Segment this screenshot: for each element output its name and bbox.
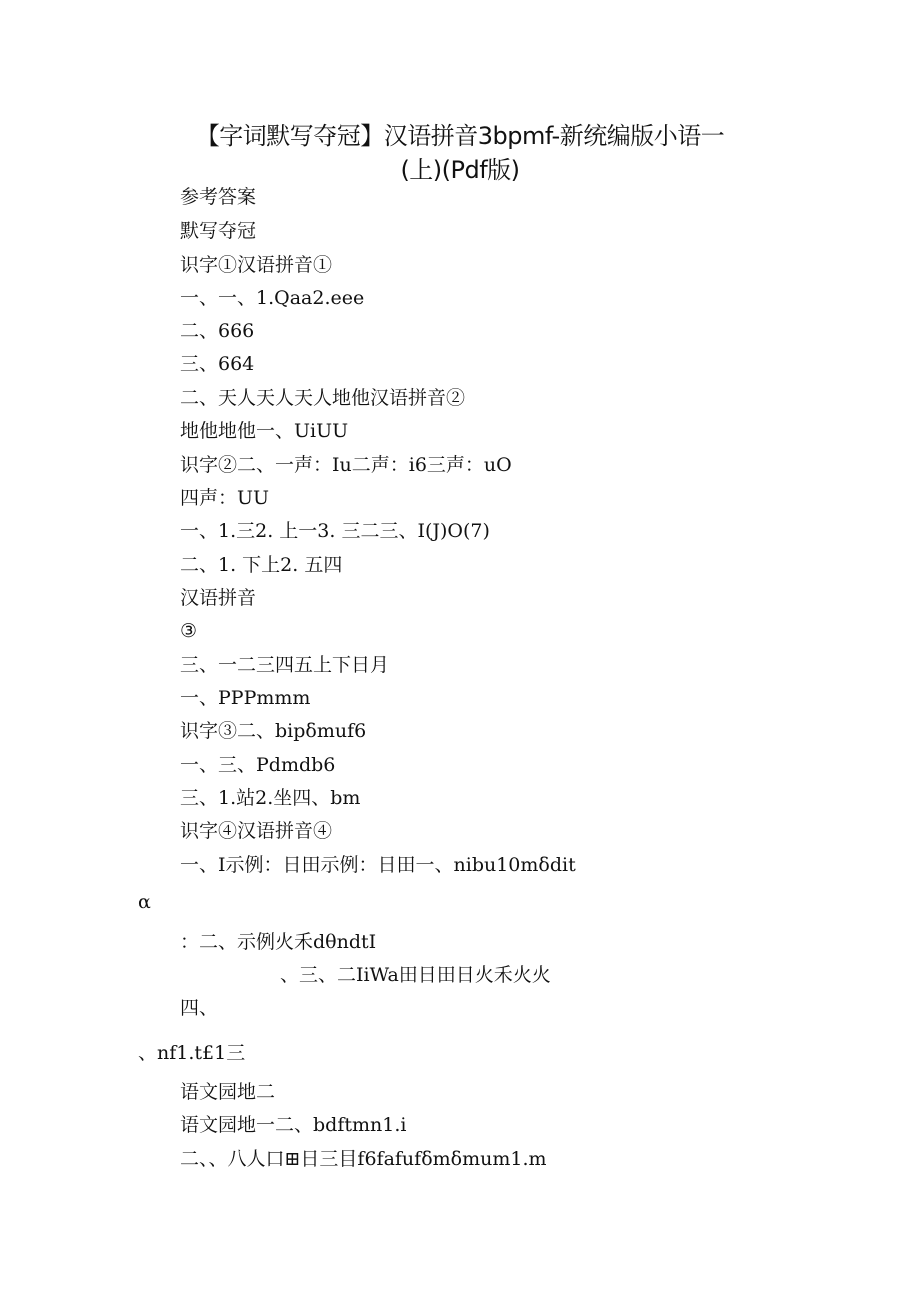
text-line: ③: [180, 620, 198, 642]
text-line: 二、、八人口⊞日三目f6fafufδmδmum1.m: [180, 1148, 547, 1170]
text-line: 语文园地二: [180, 1081, 276, 1103]
text-line: 四声：UU: [180, 487, 270, 509]
text-line: 三、一二三四五上下日月: [180, 654, 390, 676]
text-line: 三、1.站2.坐四、bm: [180, 787, 361, 809]
text-line: 语文园地一二、bdftmn1.i: [180, 1114, 407, 1136]
text-line: 一、1.三2. 上一3. 三二三、I(J)O(7): [180, 520, 490, 542]
text-line: 、三、二IiWa田日田日火禾火火: [280, 964, 551, 986]
text-line: 一、三、Pdmdb6: [180, 754, 336, 776]
text-line: 参考答案: [180, 186, 257, 208]
text-line: 一、I示例：日田示例：日田一、nibu10mδdit: [180, 854, 576, 876]
text-line: 三、664: [180, 353, 255, 375]
text-line: 四、: [180, 997, 219, 1019]
text-line: 、nf1.t£1三: [138, 1042, 246, 1064]
text-line: 一、一、1.Qaa2.eee: [180, 287, 365, 309]
text-line: 识字④汉语拼音④: [180, 820, 333, 842]
text-line: ：二、示例火禾dθndtI: [180, 931, 377, 953]
document-title-line-2: (上)(Pdf版): [400, 156, 520, 184]
text-line: 二、1. 下上2. 五四: [180, 554, 343, 576]
text-line: α: [138, 891, 151, 913]
text-line: 识字②二、一声：Iu二声：i6三声：uO: [180, 454, 512, 476]
text-line: 识字①汉语拼音①: [180, 254, 333, 276]
text-line: 二、天人天人天人地他汉语拼音②: [180, 387, 466, 409]
text-line: 二、666: [180, 320, 255, 342]
document-title-line-1: 【字词默写夺冠】汉语拼音3bpmf-新统编版小语一: [195, 122, 725, 150]
text-line: 默写夺冠: [180, 220, 257, 242]
text-line: 地他地他一、UiUU: [180, 420, 349, 442]
text-line: 汉语拼音: [180, 587, 257, 609]
text-line: 识字③二、bipδmuf6: [180, 720, 367, 742]
text-line: 一、PPPmmm: [180, 687, 311, 709]
